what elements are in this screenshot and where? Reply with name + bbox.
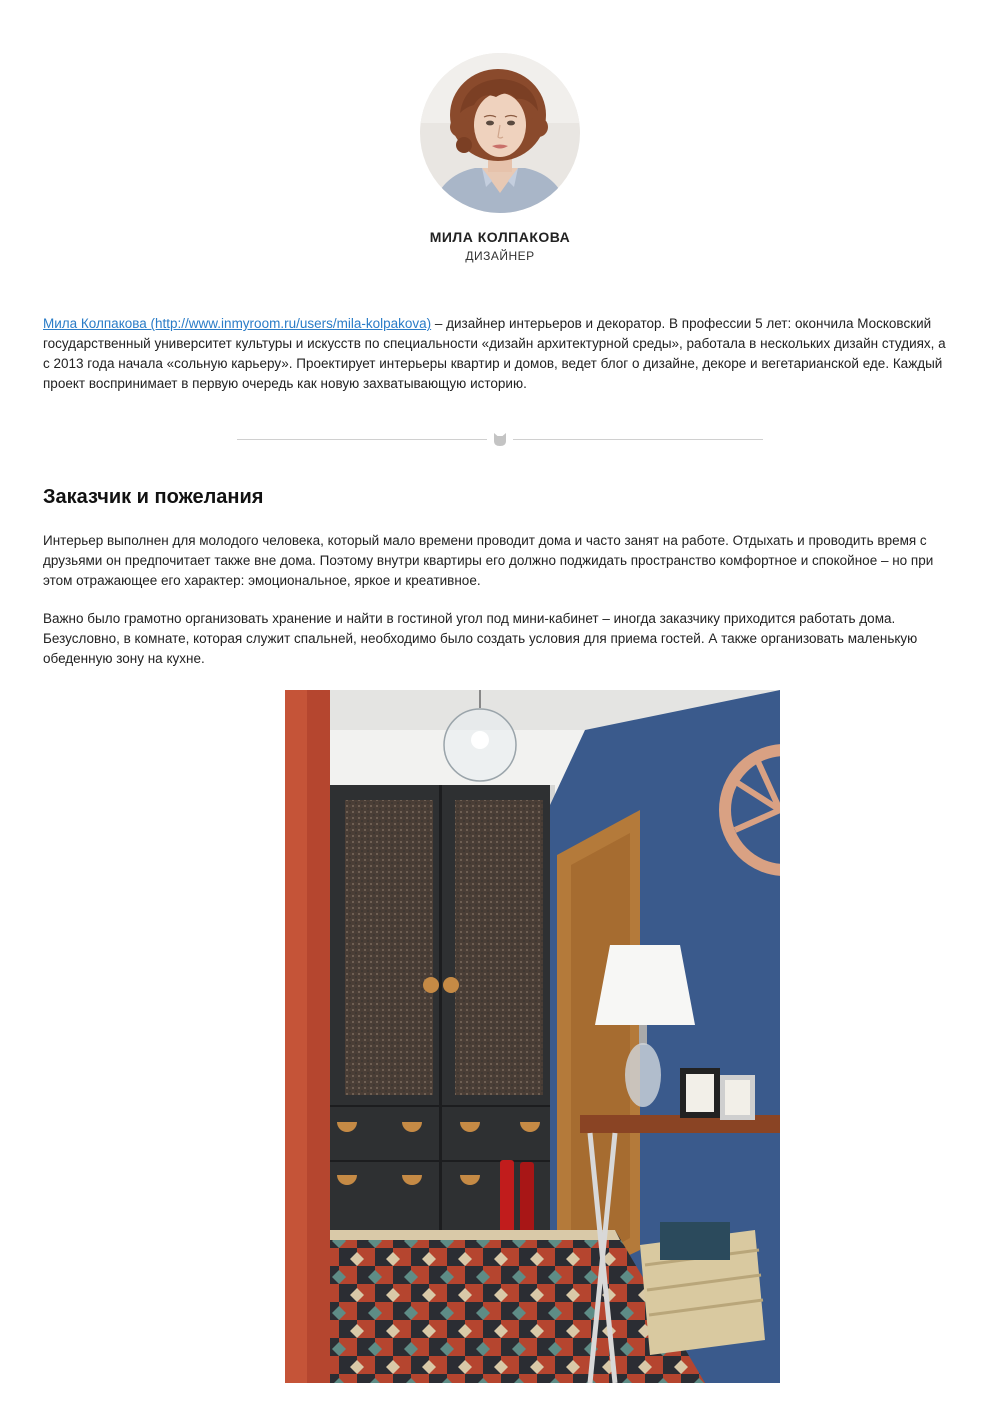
section-title: Заказчик и пожелания [43,486,264,508]
cat-icon [492,431,508,447]
divider-line-left [237,439,487,440]
author-avatar [420,53,580,213]
author-name: МИЛА КОЛПАКОВА [429,229,571,245]
author-profile-link[interactable]: Мила Колпакова (http://www.inmyroom.ru/users/mila-kolpakova) [43,316,432,331]
section-paragraph-1: Интерьер выполнен для молодого человека, который мало времени проводит дома и часто занят на работе. Отдыхать и проводить время с друзьями он предпочитает также вне дома. Поэтому внутри квартиры его должно поджидать пространство комфортное и спокойное – но при этом отражающее его характер: эмоциональное, яркое и креативное. [43,533,934,588]
author-portrait [420,53,580,213]
section-paragraph-2: Важно было грамотно организовать хранение и найти в гостиной угол под мини-кабинет – иногда заказчику приходится работать дома. Безусловно, в комнате, которая служит спальней, необходимо было создать условия для приема гостей. А также организовать маленькую обеденную зону на кухне. [43,611,918,666]
author-bio-text: – дизайнер интерьеров и декоратор. В профессии 5 лет: окончила Московский государственный университет культуры и искусств по специальности «дизайн архитектурной среды», работала в нескольких дизайн студиях, а с 2013 года начала «сольную карьеру». Проектирует интерьеры квартир и домов, ведет блог о дизайне, декоре и вегетарианской еде. Каждый проект воспринимает в первую очередь как новую захватывающую историю. [43,316,946,391]
divider-line-right [513,439,763,440]
author-bio [43,314,955,394]
interior-photo [285,690,780,1383]
hallway-illustration [285,690,780,1383]
author-role: ДИЗАЙНЕР [465,249,535,263]
